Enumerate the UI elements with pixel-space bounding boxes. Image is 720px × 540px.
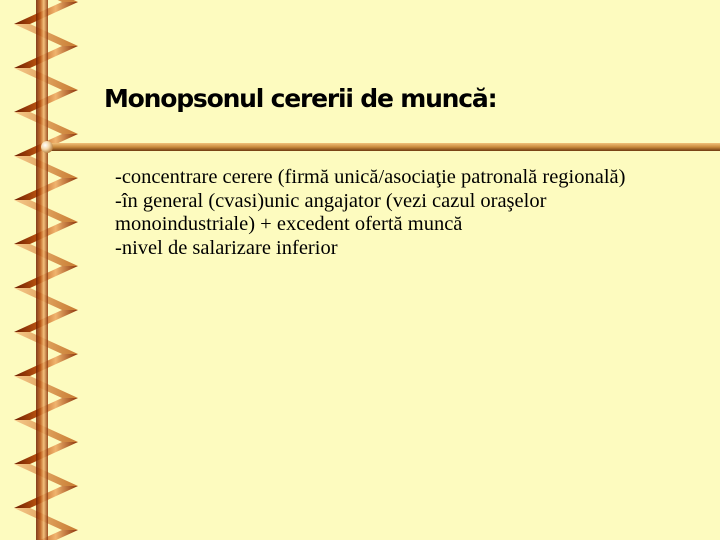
zigzag-border-decoration xyxy=(0,0,82,540)
body-line-2: -în general (cvasi)unic angajator (vezi cazul oraşelor monoindustriale) + excedent ofertă muncă xyxy=(115,189,547,235)
title-underline-rule xyxy=(40,141,720,153)
rule-knob-icon xyxy=(41,141,53,153)
slide-title: Monopsonul cererii de muncă: xyxy=(104,84,497,113)
body-line-1: -concentrare cerere (firmă unică/asociaţie patronală regională) xyxy=(115,166,626,188)
slide-body xyxy=(115,166,675,260)
body-line-3: -nivel de salarizare inferior xyxy=(115,236,338,259)
